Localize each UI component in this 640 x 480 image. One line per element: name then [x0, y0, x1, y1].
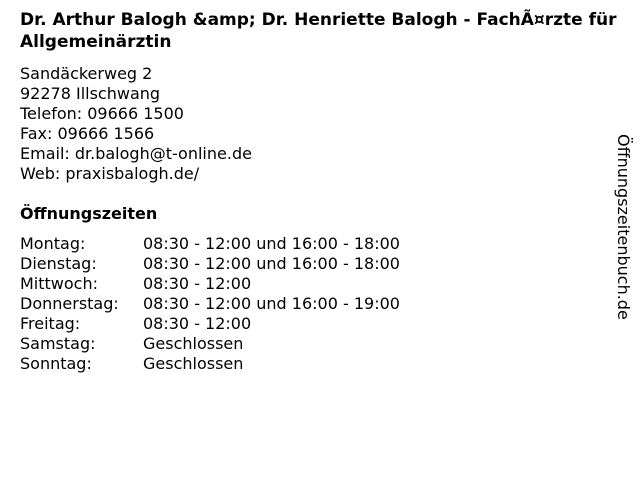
hours-row-sunday: [20, 354, 400, 374]
phone-number: Telefon: 09666 1500: [20, 104, 184, 123]
day-label: Donnerstag:: [20, 294, 119, 313]
city-address: 92278 Illschwang: [20, 84, 161, 103]
hours-value: Geschlossen: [143, 354, 244, 373]
day-label: Mittwoch:: [20, 274, 98, 293]
day-label: Montag:: [20, 234, 86, 253]
fax-number: Fax: 09666 1566: [20, 124, 155, 143]
opening-hours-list: [20, 234, 400, 374]
page-title: Dr. Arthur Balogh &amp; Dr. Henriette Balogh - FachÃ¤rzte für Allgemeinärztin: [20, 10, 617, 52]
street-address: Sandäckerweg 2: [20, 64, 153, 83]
day-label: Dienstag:: [20, 254, 97, 273]
hours-row-saturday: [20, 334, 400, 354]
site-watermark: Öffnungszeitenbuch.de: [614, 134, 633, 320]
website-address: Web: praxisbalogh.de/: [20, 164, 200, 183]
hours-value: 08:30 - 12:00 und 16:00 - 19:00: [143, 294, 400, 313]
hours-value: 08:30 - 12:00 und 16:00 - 18:00: [143, 254, 400, 273]
day-label: Freitag:: [20, 314, 81, 333]
hours-value: 08:30 - 12:00 und 16:00 - 18:00: [143, 234, 400, 253]
address-block: [20, 64, 252, 184]
opening-hours-title: Öffnungszeiten: [20, 204, 158, 223]
hours-row-tuesday: [20, 254, 400, 274]
hours-value: Geschlossen: [143, 334, 244, 353]
day-label: Sonntag:: [20, 354, 92, 373]
hours-row-monday: [20, 234, 400, 254]
email-address: Email: dr.balogh@t-online.de: [20, 144, 252, 163]
hours-value: 08:30 - 12:00: [143, 274, 252, 293]
hours-row-thursday: [20, 294, 400, 314]
hours-value: 08:30 - 12:00: [143, 314, 252, 333]
hours-row-friday: [20, 314, 400, 334]
day-label: Samstag:: [20, 334, 96, 353]
hours-row-wednesday: [20, 274, 400, 294]
